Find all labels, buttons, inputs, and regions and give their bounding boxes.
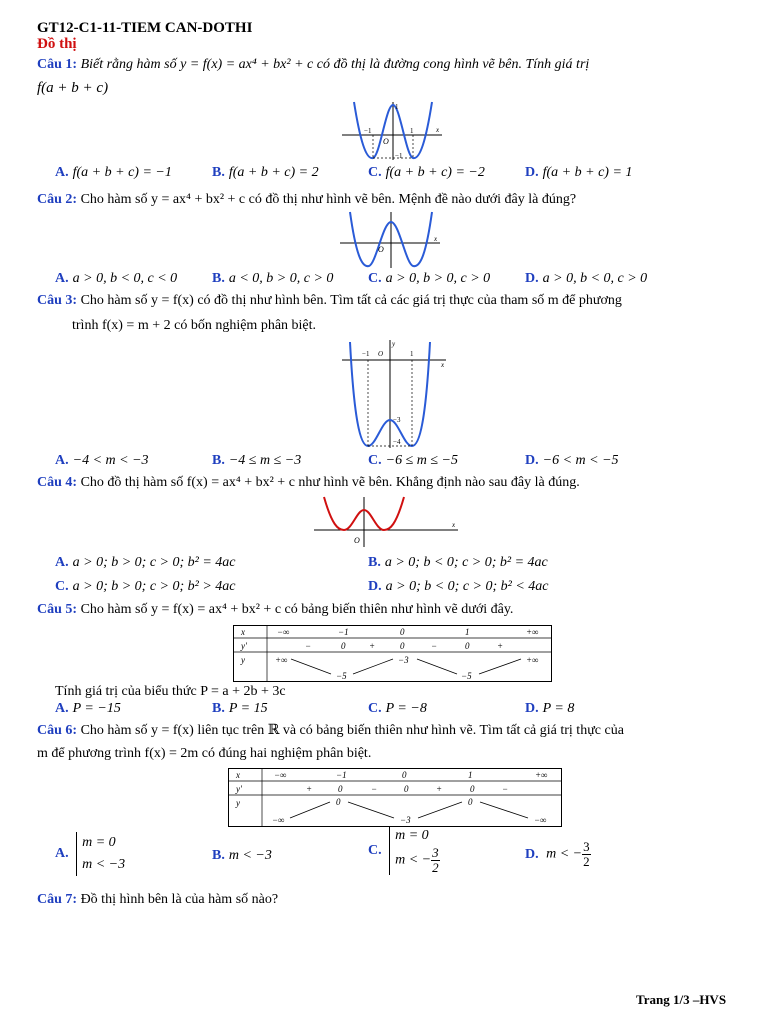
question-text-2: m để phương trình f(x) = 2m có đúng hai nghiệm phân biệt. bbox=[37, 746, 372, 761]
q6-option-b[interactable] bbox=[212, 848, 272, 864]
option-label: D. bbox=[525, 453, 539, 468]
arrow-down bbox=[417, 659, 457, 674]
q1-label-n1: −1 bbox=[364, 127, 372, 135]
option-text: a > 0; b > 0; c > 0; b² > 4ac bbox=[72, 579, 236, 594]
q5-yp-cell: 0 bbox=[341, 641, 346, 651]
option-label: C. bbox=[55, 579, 69, 594]
document-code: GT12-C1-11-TIEM CAN-DOTHI bbox=[37, 20, 253, 36]
option-label: C. bbox=[368, 842, 382, 858]
question-text: Cho đồ thị hàm số f(x) = ax⁴ + bx² + c như hình vẽ bên. Khẳng định nào sau đây là đúng. bbox=[80, 475, 580, 490]
option-label: D. bbox=[368, 579, 382, 594]
q2-option-a[interactable] bbox=[55, 271, 177, 287]
q4-graph bbox=[312, 495, 462, 550]
question-6 bbox=[37, 722, 624, 739]
question-number: Câu 6: bbox=[37, 723, 78, 738]
option-text: a > 0; b < 0; c > 0; b² < 4ac bbox=[385, 579, 549, 594]
option-text: m < − bbox=[546, 846, 583, 862]
q5-yp-cell: 0 bbox=[465, 641, 470, 651]
q5-yp-cell: − bbox=[305, 641, 312, 651]
option-label: B. bbox=[212, 271, 225, 286]
q5-option-b[interactable] bbox=[212, 701, 268, 717]
q3-label-m4: −4 bbox=[393, 438, 401, 446]
question-3 bbox=[37, 293, 622, 309]
q5-y-min1: −5 bbox=[336, 671, 347, 681]
option-label: C. bbox=[368, 701, 382, 716]
q1-label-p1: 1 bbox=[410, 127, 414, 135]
section-title: Đồ thị bbox=[37, 36, 77, 52]
q1-option-c[interactable] bbox=[368, 165, 485, 181]
arrow-up bbox=[353, 659, 393, 674]
q2-option-c[interactable] bbox=[368, 271, 490, 287]
option-label: D. bbox=[525, 701, 539, 716]
option-text: f(a + b + c) = 1 bbox=[542, 165, 633, 180]
arrow-down bbox=[291, 659, 331, 674]
question-text-2: f(a + b + c) bbox=[37, 80, 109, 96]
question-number: Câu 3: bbox=[37, 293, 78, 308]
q6-x-cell: −∞ bbox=[274, 770, 287, 780]
option-text: f(a + b + c) = −1 bbox=[72, 165, 172, 180]
option-label: C. bbox=[368, 453, 382, 468]
q1-label-x: x bbox=[436, 126, 440, 134]
q6-y-label: y bbox=[236, 798, 240, 808]
q1-label-o: O bbox=[383, 137, 389, 146]
option-line-2-text: m < − bbox=[395, 852, 432, 868]
q5-option-d[interactable] bbox=[525, 701, 574, 717]
question-7 bbox=[37, 892, 278, 908]
q2-label-o: O bbox=[378, 245, 384, 254]
option-label: C. bbox=[368, 165, 382, 180]
question-number: Câu 7: bbox=[37, 892, 78, 907]
option-text: −4 < m < −3 bbox=[72, 453, 149, 468]
q1-label-m1: −1 bbox=[395, 152, 403, 160]
q2-option-b[interactable] bbox=[212, 271, 333, 287]
q5-yp-cell: + bbox=[369, 641, 376, 651]
q1-option-a[interactable] bbox=[55, 165, 172, 181]
question-text: Cho hàm số y = f(x) liên tục trên ℝ và có bảng biến thiên như hình vẽ. Tìm tất cả giá trị thực của bbox=[80, 723, 624, 738]
question-5 bbox=[37, 602, 513, 618]
q5-yp-cell: − bbox=[431, 641, 438, 651]
fraction bbox=[582, 840, 591, 869]
option-label: A. bbox=[55, 555, 69, 570]
q3-label-o: O bbox=[378, 350, 384, 358]
question-2 bbox=[37, 192, 576, 208]
q5-yp-cell: + bbox=[497, 641, 504, 651]
q3-label-n1: −1 bbox=[362, 350, 370, 358]
option-text: −4 ≤ m ≤ −3 bbox=[228, 453, 302, 468]
arrow-up bbox=[290, 802, 330, 818]
option-text: a < 0, b > 0, c > 0 bbox=[228, 271, 334, 286]
question-text: Cho hàm số y = f(x) = ax⁴ + bx² + c có bảng biến thiên như hình vẽ dưới đây. bbox=[80, 602, 514, 617]
option-label: D. bbox=[525, 846, 539, 862]
option-label: C. bbox=[368, 271, 382, 286]
question-number: Câu 2: bbox=[37, 192, 78, 207]
question-text-2: trình f(x) = m + 2 có bốn nghiệm phân biệt. bbox=[72, 318, 317, 333]
option-label: D. bbox=[525, 165, 539, 180]
q5-x-label: x bbox=[241, 627, 245, 637]
q5-y-max: −3 bbox=[398, 655, 409, 665]
q2-label-x: x bbox=[434, 235, 438, 243]
q6-x-cell: 1 bbox=[468, 770, 473, 780]
q3-label-p1: 1 bbox=[410, 350, 414, 358]
q5-y-right: +∞ bbox=[526, 655, 539, 665]
q6-variation-table bbox=[228, 768, 563, 828]
option-label: A. bbox=[55, 701, 69, 716]
arrow-down bbox=[480, 802, 528, 818]
question-4 bbox=[37, 475, 580, 491]
question-text: Biết rằng hàm số y = f(x) = ax⁴ + bx² + c có đồ thị là đường cong hình vẽ bên. Tính giá trị bbox=[80, 57, 590, 72]
q6-option-c[interactable] bbox=[368, 826, 440, 875]
q5-y-left: +∞ bbox=[275, 655, 288, 665]
q6-option-d[interactable] bbox=[525, 840, 591, 869]
option-text: P = −8 bbox=[385, 701, 427, 716]
q1-option-d[interactable] bbox=[525, 165, 632, 181]
arrow-down bbox=[348, 802, 394, 818]
numerator: 3 bbox=[583, 839, 590, 854]
option-text: P = −15 bbox=[72, 701, 121, 716]
q6-x-cell: −1 bbox=[336, 770, 347, 780]
option-label: B. bbox=[212, 453, 225, 468]
q4-label-o: O bbox=[354, 536, 360, 545]
q3-label-y: y bbox=[392, 340, 396, 348]
q6-y-max1: 0 bbox=[336, 797, 341, 807]
q5-y-label: y bbox=[241, 655, 245, 665]
option-label: B. bbox=[212, 848, 225, 863]
option-text: a > 0, b > 0, c > 0 bbox=[385, 271, 491, 286]
question-1 bbox=[37, 57, 589, 73]
q6-yp-cell: 0 bbox=[338, 784, 343, 794]
q6-y-max2: 0 bbox=[468, 797, 473, 807]
option-text: a > 0; b > 0; c > 0; b² = 4ac bbox=[72, 555, 236, 570]
q6-y-right: −∞ bbox=[534, 815, 547, 825]
option-label: A. bbox=[55, 453, 69, 468]
q1-label-y1: 1 bbox=[395, 103, 399, 111]
q6-yp-cell: − bbox=[371, 784, 378, 794]
q3-label-m3: −3 bbox=[393, 416, 401, 424]
q6-x-cell: +∞ bbox=[535, 770, 548, 780]
q6-yp-cell: − bbox=[502, 784, 509, 794]
q4-option-d[interactable] bbox=[368, 579, 549, 595]
q3-label-x: x bbox=[441, 361, 445, 369]
option-label: A. bbox=[55, 846, 69, 862]
arrow-up bbox=[479, 659, 521, 674]
q5-x-cell: +∞ bbox=[526, 627, 539, 637]
option-label: A. bbox=[55, 271, 69, 286]
denominator: 2 bbox=[583, 854, 590, 869]
option-system bbox=[389, 826, 440, 875]
question-text-2: Tính giá trị của biểu thức P = a + 2b + 3c bbox=[55, 684, 286, 699]
option-line-2: m < −3 bbox=[82, 857, 126, 872]
q5-y-min2: −5 bbox=[461, 671, 472, 681]
option-text: a > 0; b < 0; c > 0; b² = 4ac bbox=[384, 555, 548, 570]
q5-x-cell: −∞ bbox=[277, 627, 290, 637]
q3-option-c[interactable] bbox=[368, 453, 458, 469]
option-system bbox=[76, 832, 125, 876]
q3-graph bbox=[340, 338, 450, 450]
option-line-1: m = 0 bbox=[395, 828, 429, 843]
q3-option-b[interactable] bbox=[212, 453, 301, 469]
option-text: f(a + b + c) = −2 bbox=[385, 165, 485, 180]
option-label: D. bbox=[525, 271, 539, 286]
q4-option-a[interactable] bbox=[55, 555, 236, 571]
option-text: P = 15 bbox=[228, 701, 268, 716]
option-label: B. bbox=[212, 165, 225, 180]
question-text: Cho hàm số y = ax⁴ + bx² + c có đồ thị như hình vẽ bên. Mệnh đề nào dưới đây là đúng? bbox=[80, 192, 577, 207]
q2-graph bbox=[338, 210, 443, 270]
arrow-up bbox=[418, 802, 462, 818]
option-text: P = 8 bbox=[542, 701, 575, 716]
q3-option-a[interactable] bbox=[55, 453, 149, 469]
q5-option-a[interactable] bbox=[55, 701, 121, 717]
q5-x-cell: 1 bbox=[465, 627, 470, 637]
fraction bbox=[431, 846, 440, 875]
question-number: Câu 1: bbox=[37, 57, 78, 72]
option-text: f(a + b + c) = 2 bbox=[228, 165, 319, 180]
option-line-2 bbox=[395, 846, 440, 875]
option-label: B. bbox=[212, 701, 225, 716]
q2-option-d[interactable] bbox=[525, 271, 647, 287]
option-line-1: m = 0 bbox=[82, 835, 116, 850]
question-number: Câu 4: bbox=[37, 475, 78, 490]
q5-option-c[interactable] bbox=[368, 701, 427, 717]
q5-x-cell: 0 bbox=[400, 627, 405, 637]
q1-option-b[interactable] bbox=[212, 165, 319, 181]
q6-yp-cell: + bbox=[306, 784, 313, 794]
option-text: −6 ≤ m ≤ −5 bbox=[385, 453, 458, 468]
denominator: 2 bbox=[432, 860, 439, 875]
q6-y-left: −∞ bbox=[272, 815, 285, 825]
option-label: B. bbox=[368, 555, 381, 570]
q6-yp-label: y' bbox=[236, 784, 242, 794]
question-text: Đồ thị hình bên là của hàm số nào? bbox=[80, 892, 279, 907]
q1-graph bbox=[340, 100, 445, 162]
option-text: m < −3 bbox=[228, 848, 272, 863]
option-text: a > 0, b < 0, c < 0 bbox=[72, 271, 178, 286]
q6-yp-cell: 0 bbox=[404, 784, 409, 794]
q3-option-d[interactable] bbox=[525, 453, 619, 469]
question-text: Cho hàm số y = f(x) có đồ thị như hình bên. Tìm tất cả các giá trị thực của tham số m để phương bbox=[80, 293, 622, 308]
q6-x-label: x bbox=[236, 770, 240, 780]
q5-x-cell: −1 bbox=[338, 627, 349, 637]
q5-yp-label: y' bbox=[241, 641, 247, 651]
option-text: −6 < m < −5 bbox=[542, 453, 619, 468]
q6-x-cell: 0 bbox=[402, 770, 407, 780]
page-footer: Trang 1/3 –HVS bbox=[636, 992, 727, 1007]
question-number: Câu 5: bbox=[37, 602, 78, 617]
q4-option-c[interactable] bbox=[55, 579, 236, 595]
q6-yp-cell: + bbox=[436, 784, 443, 794]
option-text: a > 0, b < 0, c > 0 bbox=[542, 271, 648, 286]
q5-variation-table bbox=[233, 625, 553, 683]
q4-label-x: x bbox=[452, 521, 456, 529]
option-label: A. bbox=[55, 165, 69, 180]
q6-option-a[interactable] bbox=[55, 832, 125, 876]
q4-option-b[interactable] bbox=[368, 555, 548, 571]
q6-y-min: −3 bbox=[400, 815, 411, 825]
q6-yp-cell: 0 bbox=[470, 784, 475, 794]
q5-yp-cell: 0 bbox=[400, 641, 405, 651]
numerator: 3 bbox=[432, 845, 439, 860]
